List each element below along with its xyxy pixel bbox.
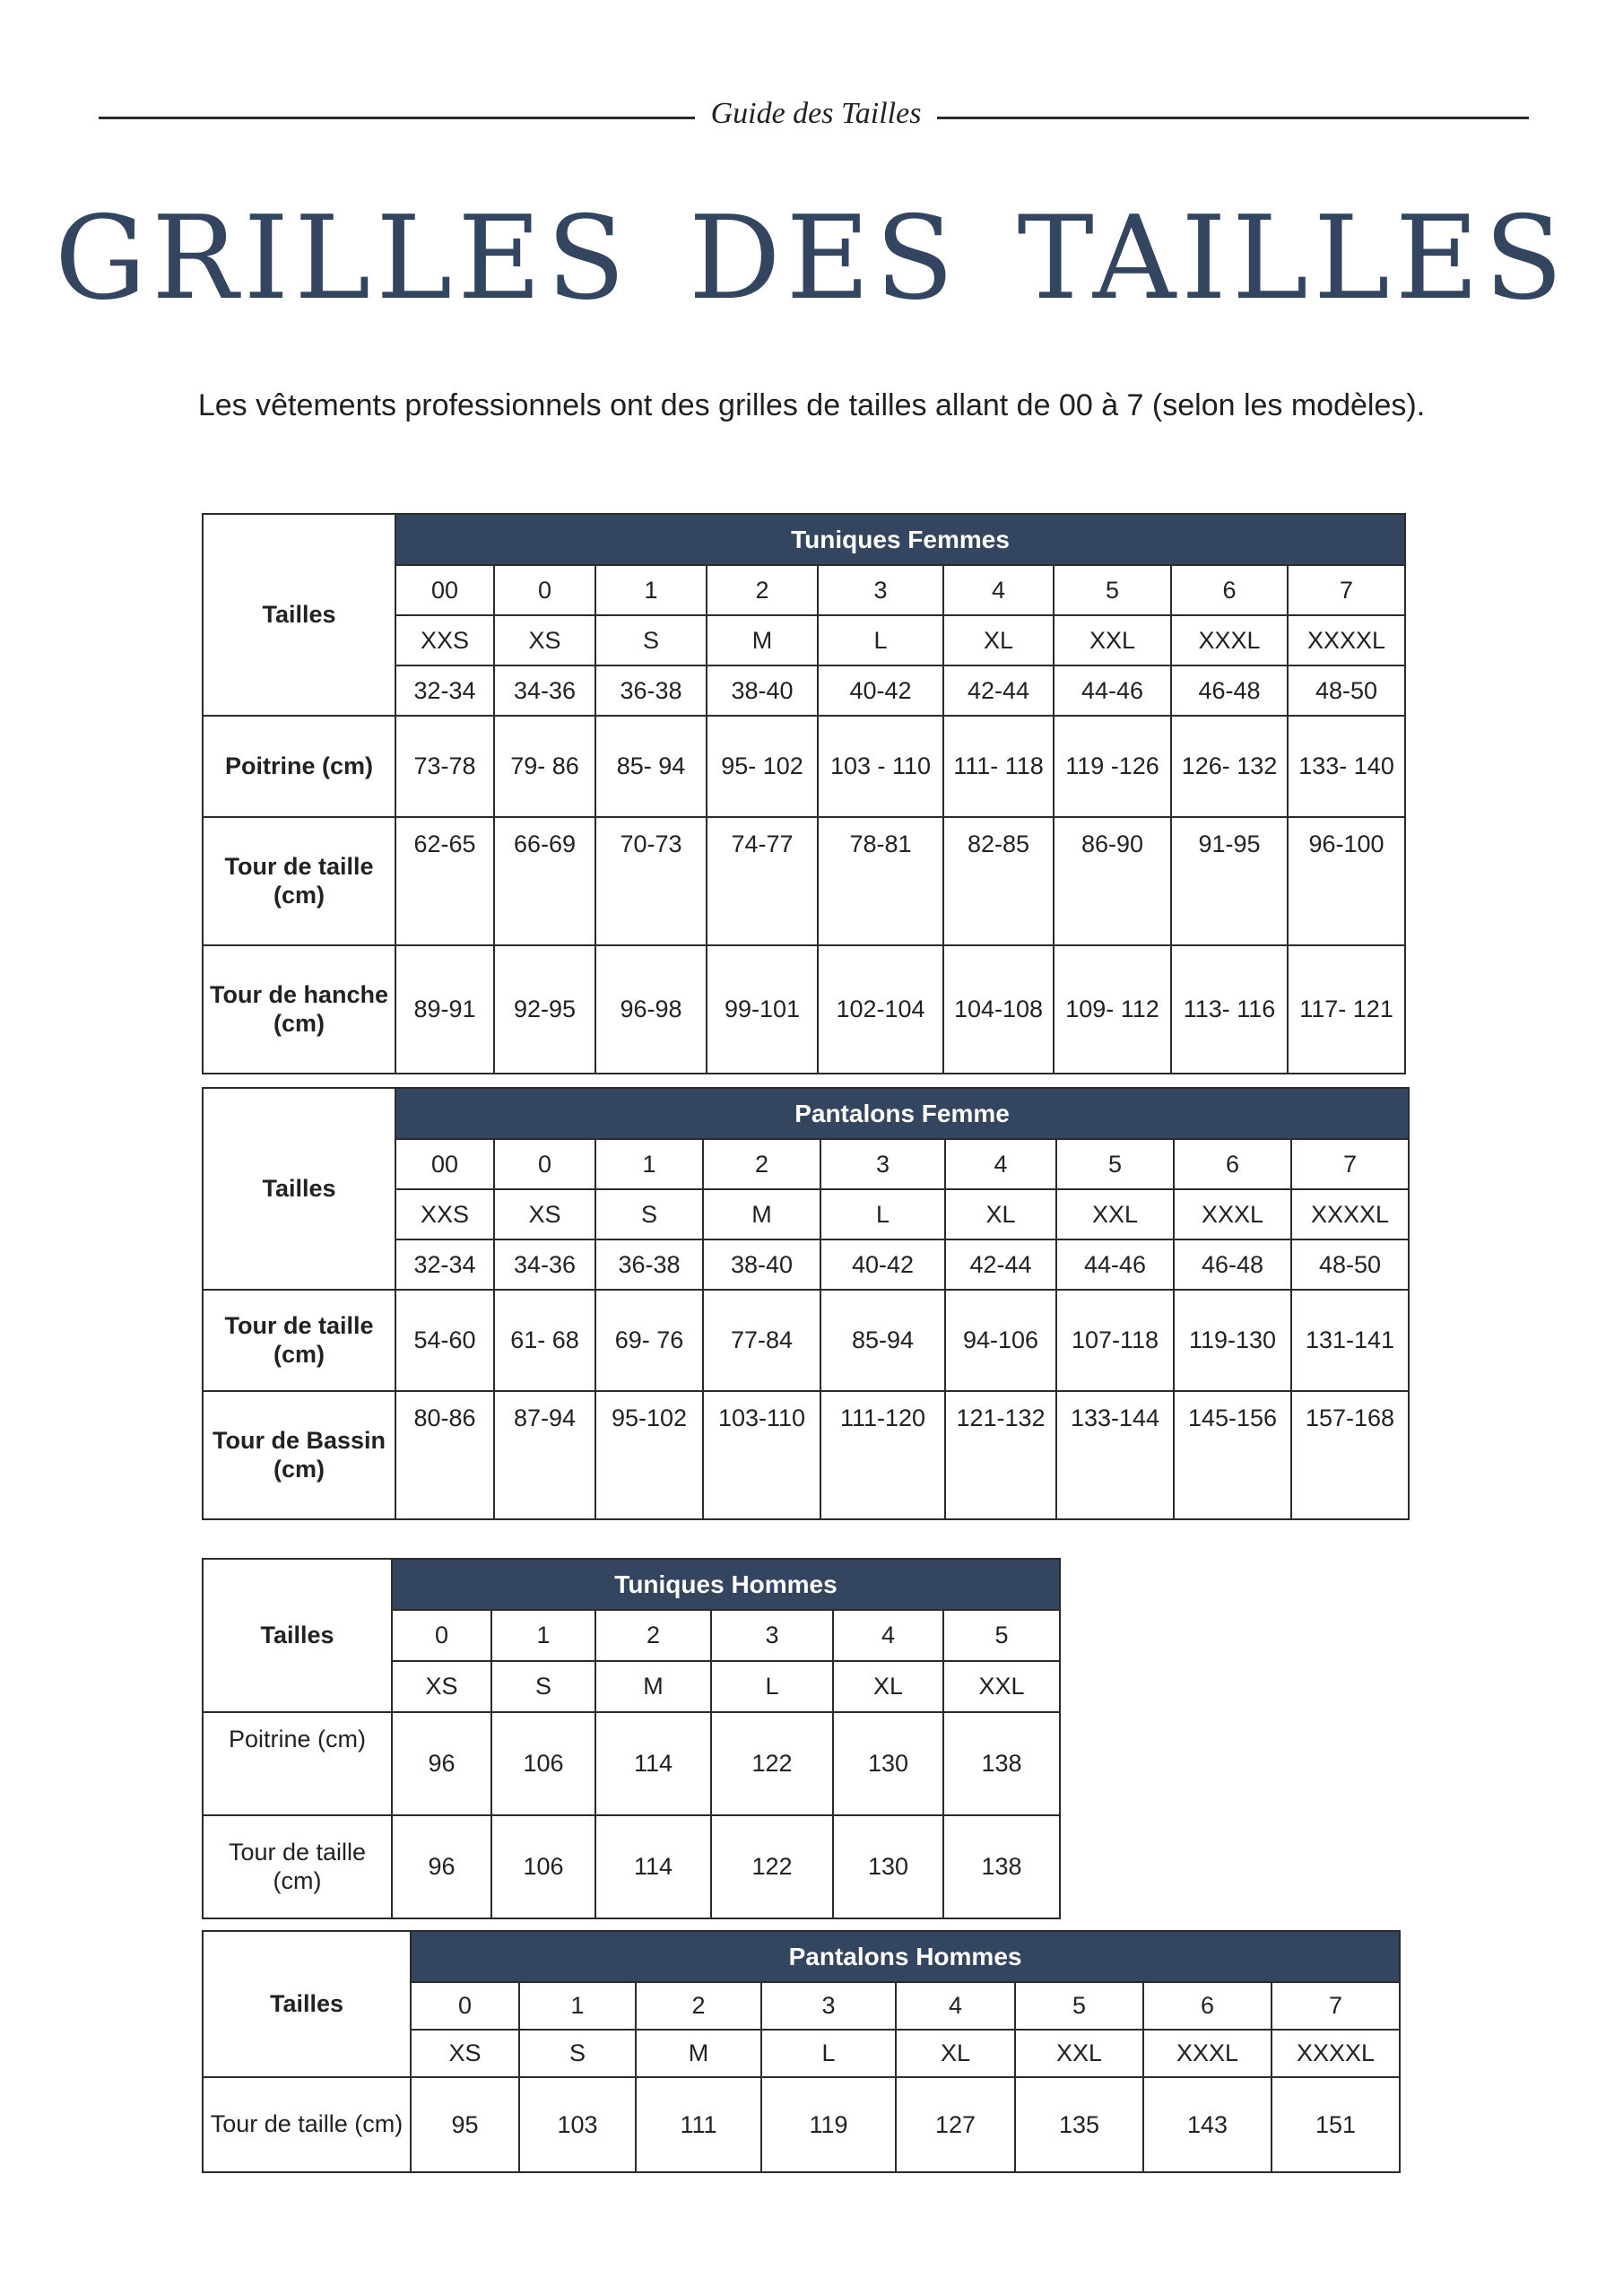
measurement-cell: 103	[519, 2077, 636, 2172]
size-cell: 34-36	[494, 665, 595, 716]
measurement-cell: 96	[392, 1712, 491, 1815]
measurement-cell: 130	[833, 1815, 943, 1918]
measurement-cell: 114	[595, 1815, 711, 1918]
measurement-label: Poitrine (cm)	[203, 1712, 392, 1815]
measurement-cell: 77-84	[703, 1290, 820, 1391]
measurement-row-tour-de-hanche-cm	[203, 945, 1405, 1074]
measurement-label: Tour de hanche (cm)	[203, 945, 395, 1074]
measurement-cell: 86-90	[1054, 817, 1171, 945]
measurement-cell: 130	[833, 1712, 943, 1815]
size-cell: M	[703, 1189, 820, 1239]
tailles-label: Tailles	[203, 1559, 392, 1712]
measurement-cell: 119	[761, 2077, 896, 2172]
size-cell: XXS	[395, 615, 494, 665]
measurement-cell: 133-144	[1056, 1391, 1174, 1519]
measurement-row-tour-de-taille-cm	[203, 1815, 1060, 1918]
size-cell: XXXL	[1143, 2030, 1271, 2077]
measurement-cell: 106	[491, 1712, 595, 1815]
size-cell: 2	[703, 1139, 820, 1189]
size-cell: L	[818, 615, 943, 665]
size-cell: 3	[711, 1610, 833, 1661]
table-title: Tuniques Hommes	[392, 1559, 1060, 1610]
measurement-cell: 85-94	[820, 1290, 945, 1391]
size-cell: 3	[820, 1139, 945, 1189]
size-cell: XS	[494, 1189, 595, 1239]
size-cell: S	[595, 1189, 703, 1239]
measurement-cell: 87-94	[494, 1391, 595, 1519]
measurement-cell: 119-130	[1174, 1290, 1291, 1391]
size-cell: 48-50	[1291, 1239, 1409, 1290]
size-cell: 0	[494, 565, 595, 615]
measurement-cell: 107-118	[1056, 1290, 1174, 1391]
size-cell: 40-42	[820, 1239, 945, 1290]
measurement-cell: 69- 76	[595, 1290, 703, 1391]
measurement-cell: 95- 102	[707, 716, 818, 817]
measurement-label: Tour de taille (cm)	[203, 817, 395, 945]
size-cell: 00	[395, 1139, 494, 1189]
size-cell: XXL	[1056, 1189, 1174, 1239]
size-cell: XXL	[1015, 2030, 1143, 2077]
size-cell: 32-34	[395, 665, 494, 716]
size-cell: 44-46	[1056, 1239, 1174, 1290]
measurement-cell: 91-95	[1171, 817, 1288, 945]
measurement-cell: 138	[943, 1815, 1060, 1918]
size-cell: 3	[818, 565, 943, 615]
measurement-cell: 66-69	[494, 817, 595, 945]
size-cell: 42-44	[945, 1239, 1056, 1290]
size-cell: XS	[494, 615, 595, 665]
size-cell: 0	[411, 1982, 519, 2030]
size-cell: 4	[945, 1139, 1056, 1189]
header-rule-right	[937, 117, 1529, 119]
size-cell: 32-34	[395, 1239, 494, 1290]
size-cell: 00	[395, 565, 494, 615]
measurement-cell: 143	[1143, 2077, 1271, 2172]
page-title: GRILLES DES TAILLES	[55, 192, 1568, 326]
measurement-cell: 119 -126	[1054, 716, 1171, 817]
size-cell: 1	[595, 565, 707, 615]
measurement-cell: 145-156	[1174, 1391, 1291, 1519]
size-cell: 36-38	[595, 1239, 703, 1290]
measurement-cell: 70-73	[595, 817, 707, 945]
measurement-cell: 103-110	[703, 1391, 820, 1519]
measurement-cell: 109- 112	[1054, 945, 1171, 1074]
measurement-cell: 106	[491, 1815, 595, 1918]
measurement-cell: 131-141	[1291, 1290, 1409, 1391]
measurement-cell: 95	[411, 2077, 519, 2172]
table-title: Pantalons Hommes	[411, 1931, 1400, 1982]
measurement-cell: 79- 86	[494, 716, 595, 817]
size-cell: M	[636, 2030, 761, 2077]
size-cell: 7	[1271, 1982, 1400, 2030]
measurement-cell: 157-168	[1291, 1391, 1409, 1519]
size-cell: XS	[392, 1661, 491, 1712]
measurement-row-tour-de-bassin-cm	[203, 1391, 1409, 1519]
measurement-cell: 138	[943, 1712, 1060, 1815]
measurement-cell: 89-91	[395, 945, 494, 1074]
size-cell: 7	[1291, 1139, 1409, 1189]
measurement-cell: 121-132	[945, 1391, 1056, 1519]
table-title: Tuniques Femmes	[395, 514, 1405, 565]
measurement-cell: 92-95	[494, 945, 595, 1074]
size-cell: 7	[1288, 565, 1405, 615]
size-cell: 46-48	[1171, 665, 1288, 716]
size-cell: S	[595, 615, 707, 665]
measurement-row-tour-de-taille-cm	[203, 817, 1405, 945]
size-cell: XXL	[943, 1661, 1060, 1712]
size-cell: 36-38	[595, 665, 707, 716]
tailles-label: Tailles	[203, 514, 395, 716]
size-cell: M	[595, 1661, 711, 1712]
tailles-label: Tailles	[203, 1088, 395, 1290]
measurement-cell: 122	[711, 1815, 833, 1918]
measurement-cell: 127	[896, 2077, 1015, 2172]
size-cell: L	[761, 2030, 896, 2077]
size-cell: 1	[491, 1610, 595, 1661]
size-table-tuniques-femmes	[202, 513, 1406, 1074]
size-cell: XXXL	[1171, 615, 1288, 665]
measurement-cell: 78-81	[818, 817, 943, 945]
size-cell: 4	[943, 565, 1054, 615]
measurement-cell: 85- 94	[595, 716, 707, 817]
size-table-pantalons-femme	[202, 1087, 1410, 1520]
size-cell: XXXXL	[1291, 1189, 1409, 1239]
size-cell: XXS	[395, 1189, 494, 1239]
size-cell: XL	[833, 1661, 943, 1712]
size-cell: XL	[945, 1189, 1056, 1239]
size-cell: 6	[1143, 1982, 1271, 2030]
intro-text: Les vêtements professionnels ont des grilles de tailles allant de 00 à 7 (selon les modèles).	[197, 388, 1426, 422]
measurement-cell: 73-78	[395, 716, 494, 817]
size-cell: XXL	[1054, 615, 1171, 665]
size-table-tuniques-hommes	[202, 1558, 1061, 1919]
size-cell: S	[519, 2030, 636, 2077]
measurement-cell: 96	[392, 1815, 491, 1918]
measurement-cell: 122	[711, 1712, 833, 1815]
measurement-cell: 126- 132	[1171, 716, 1288, 817]
size-cell: M	[707, 615, 818, 665]
header-rule-left	[99, 117, 695, 119]
measurement-cell: 104-108	[943, 945, 1054, 1074]
measurement-cell: 82-85	[943, 817, 1054, 945]
measurement-cell: 62-65	[395, 817, 494, 945]
size-cell: 42-44	[943, 665, 1054, 716]
measurement-label: Tour de taille (cm)	[203, 1290, 395, 1391]
measurement-cell: 95-102	[595, 1391, 703, 1519]
size-cell: S	[491, 1661, 595, 1712]
measurement-cell: 94-106	[945, 1290, 1056, 1391]
measurement-label: Poitrine (cm)	[203, 716, 395, 817]
measurement-cell: 103 - 110	[818, 716, 943, 817]
measurement-cell: 80-86	[395, 1391, 494, 1519]
size-cell: XL	[943, 615, 1054, 665]
size-cell: XXXXL	[1271, 2030, 1400, 2077]
measurement-label: Tour de taille (cm)	[203, 2077, 411, 2172]
size-cell: 38-40	[707, 665, 818, 716]
size-cell: 5	[1015, 1982, 1143, 2030]
size-cell: 46-48	[1174, 1239, 1291, 1290]
size-cell: 3	[761, 1982, 896, 2030]
measurement-row-poitrine-cm	[203, 1712, 1060, 1815]
size-cell: 5	[943, 1610, 1060, 1661]
measurement-cell: 102-104	[818, 945, 943, 1074]
size-cell: 2	[707, 565, 818, 615]
measurement-cell: 111-120	[820, 1391, 945, 1519]
tailles-label: Tailles	[203, 1931, 411, 2077]
size-cell: 0	[494, 1139, 595, 1189]
size-cell: 5	[1056, 1139, 1174, 1189]
measurement-cell: 135	[1015, 2077, 1143, 2172]
size-cell: XL	[896, 2030, 1015, 2077]
size-cell: 40-42	[818, 665, 943, 716]
measurement-cell: 117- 121	[1288, 945, 1405, 1074]
measurement-label: Tour de taille (cm)	[203, 1815, 392, 1918]
measurement-cell: 96-98	[595, 945, 707, 1074]
measurement-cell: 114	[595, 1712, 711, 1815]
size-cell: L	[711, 1661, 833, 1712]
measurement-row-tour-de-taille-cm	[203, 1290, 1409, 1391]
size-cell: 4	[833, 1610, 943, 1661]
table-title: Pantalons Femme	[395, 1088, 1409, 1139]
running-title: Guide des Tailles	[710, 97, 922, 130]
size-cell: 48-50	[1288, 665, 1405, 716]
measurement-cell: 54-60	[395, 1290, 494, 1391]
size-cell: 2	[636, 1982, 761, 2030]
size-cell: 38-40	[703, 1239, 820, 1290]
size-cell: XS	[411, 2030, 519, 2077]
size-table-pantalons-hommes	[202, 1930, 1401, 2173]
size-cell: 5	[1054, 565, 1171, 615]
size-cell: 6	[1174, 1139, 1291, 1189]
size-cell: XXXXL	[1288, 615, 1405, 665]
size-cell: 44-46	[1054, 665, 1171, 716]
size-cell: 34-36	[494, 1239, 595, 1290]
size-cell: L	[820, 1189, 945, 1239]
measurement-cell: 96-100	[1288, 817, 1405, 945]
size-cell: 1	[519, 1982, 636, 2030]
measurement-cell: 151	[1271, 2077, 1400, 2172]
measurement-cell: 61- 68	[494, 1290, 595, 1391]
measurement-cell: 74-77	[707, 817, 818, 945]
measurement-cell: 111- 118	[943, 716, 1054, 817]
measurement-row-poitrine-cm	[203, 716, 1405, 817]
measurement-cell: 111	[636, 2077, 761, 2172]
size-cell: 4	[896, 1982, 1015, 2030]
measurement-cell: 113- 116	[1171, 945, 1288, 1074]
size-cell: 0	[392, 1610, 491, 1661]
measurement-label: Tour de Bassin (cm)	[203, 1391, 395, 1519]
size-cell: 2	[595, 1610, 711, 1661]
size-cell: 1	[595, 1139, 703, 1189]
size-cell: 6	[1171, 565, 1288, 615]
measurement-row-tour-de-taille-cm	[203, 2077, 1400, 2172]
measurement-cell: 133- 140	[1288, 716, 1405, 817]
size-cell: XXXL	[1174, 1189, 1291, 1239]
measurement-cell: 99-101	[707, 945, 818, 1074]
